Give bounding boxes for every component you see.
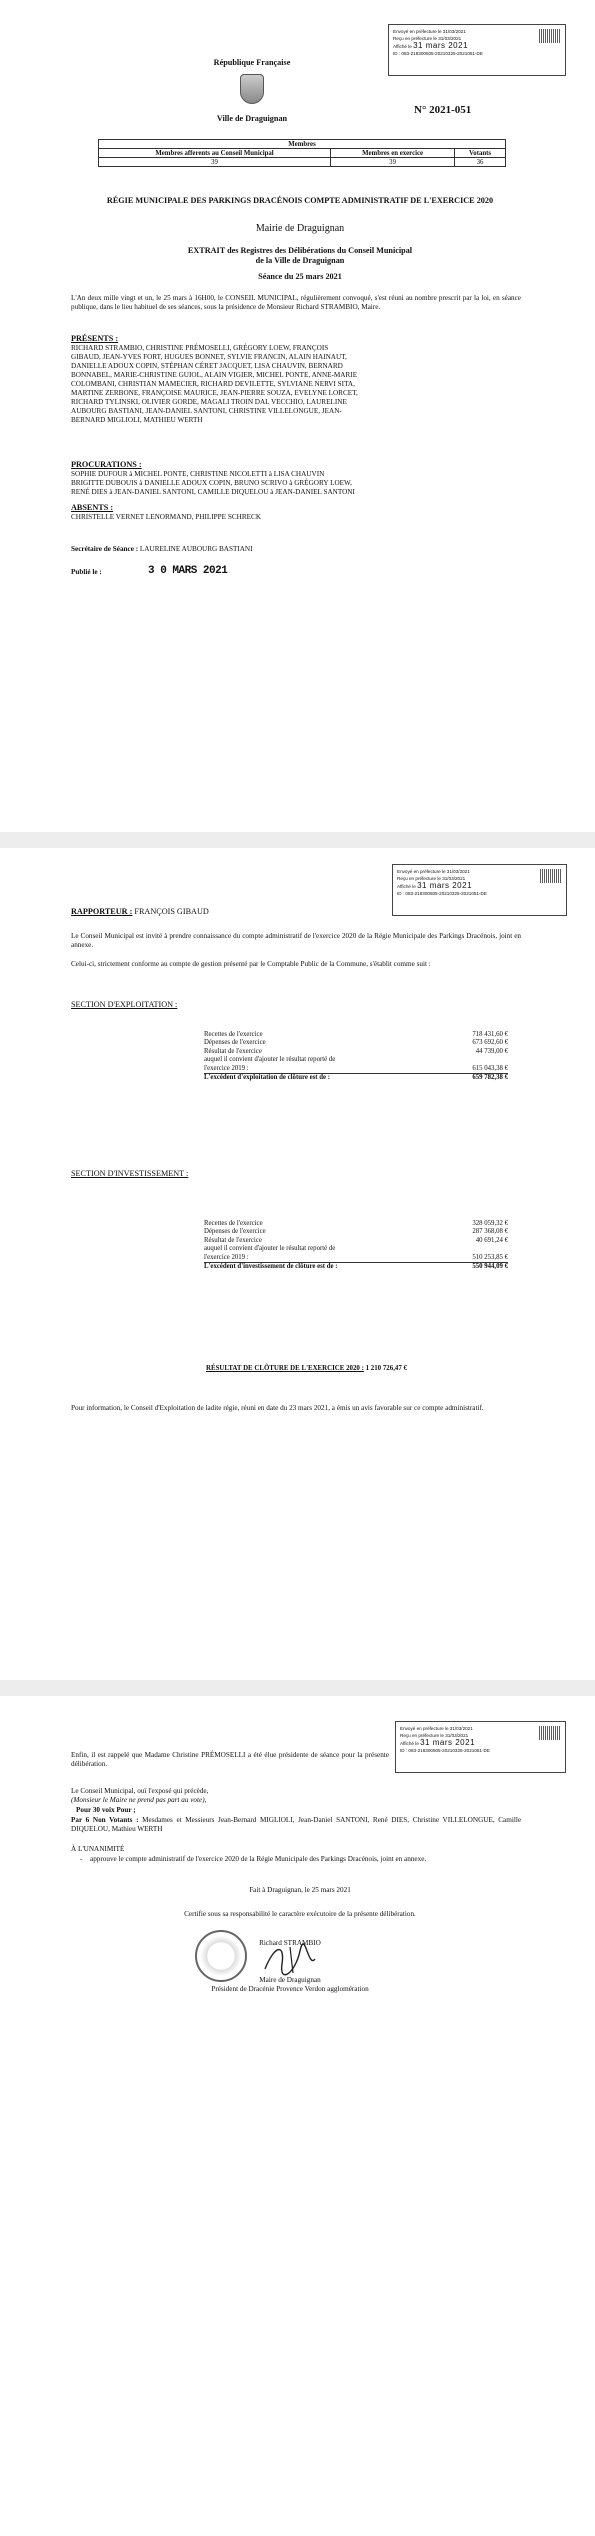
vote-non-votants: [71, 1816, 521, 1834]
table-row: [204, 1245, 508, 1253]
conformity-paragraph: Celui-ci, strictement conforme au compte de gestion présenté par le Comptable Public de la Commune, s'établit comme suit :: [71, 960, 431, 968]
presents-list: [71, 344, 521, 425]
extrait-line: de la Ville de Draguignan: [255, 256, 345, 265]
stamp-label: Affiché le: [397, 884, 416, 889]
stamp-label: Affiché le: [400, 1741, 419, 1746]
total-value: 659 782,38 €: [472, 1074, 508, 1082]
row-value: 287 368,08 €: [472, 1228, 508, 1236]
section-exploitation-title: SECTION D'EXPLOITATION :: [71, 1000, 178, 1009]
table-row: [204, 1048, 508, 1056]
row-value: 44 739,00 €: [475, 1047, 508, 1055]
stamp-line: Envoyé en préfecture le 31/03/2021: [393, 29, 466, 34]
investissement-table: [204, 1220, 508, 1271]
maire-note: (Monsieur le Maire ne prend pas part au vote),: [71, 1796, 207, 1804]
ville-label: Ville de Draguignan: [216, 114, 288, 123]
rapporteur-line: [71, 907, 209, 918]
stamp-line: Envoyé en préfecture le 31/03/2021: [397, 869, 470, 874]
row-value: 673 692,60 €: [472, 1039, 508, 1047]
signatory-name: Richard STRAMBIO: [259, 1939, 321, 1947]
absents-list: CHRISTELLE VERNET LENORMAND, PHILIPPE SCHRECK: [71, 513, 262, 521]
table-row: [204, 1228, 508, 1236]
presents-line: COLOMBANI, CHRISTIAN MAMECIER, RICHARD DEVILETTE, SYLVIANE NERVI SITA,: [71, 380, 355, 388]
intro-paragraph: L'An deux mille vingt et un, le 25 mars à 16H00, le CONSEIL MUNICIPAL, régulièrement convoqué, s'est réuni au nombre prescrit par la loi, en séance publique, dans le lieu habituel de ses séances, sous la présidence de Monsieur Richard STRAMBIO, Maire.: [71, 294, 521, 311]
procuration-line: SOPHIE DUFOUR à MICHEL PONTE, CHRISTINE NICOLETTI à LISA CHAUVIN: [71, 470, 325, 478]
presents-line: RICHARD STRAMBIO, CHRISTINE PRÉMOSELLI, GRÉGORY LOEW, FRANÇOIS: [71, 344, 329, 352]
total-value: 550 944,09 €: [472, 1263, 508, 1271]
members-value: 39: [99, 158, 331, 167]
stamp-date: 31 mars 2021: [420, 1739, 476, 1747]
stamp-line: Reçu en préfecture le 31/03/2021: [397, 876, 466, 881]
secretaire-name: LAURELINE AUBOURG BASTIANI: [139, 545, 253, 553]
stamp-line: Reçu en préfecture le 31/03/2021: [393, 36, 462, 41]
considerant-line: Le Conseil Municipal, ouï l'exposé qui précède,: [71, 1787, 209, 1795]
vote-pour: Pour 30 voix Pour ;: [76, 1806, 136, 1814]
row-label: Dépenses de l'exercice: [204, 1039, 266, 1047]
total-row: [204, 1073, 508, 1082]
non-votants-list: Mesdames et Messieurs Jean-Bernard MIGLIOLI, Jean-Daniel SANTONI, René DIES, Christine VILLELONGUE, Camille DIQUELOU, Mathieu WERTH: [71, 1816, 522, 1833]
row-value: 510 253,85 €: [472, 1253, 508, 1261]
members-header: Membres en exercice: [331, 149, 455, 158]
presents-line: BERNARD MIGLIOLI, MATHIEU WERTH: [71, 416, 203, 424]
members-header: Membres afferents au Conseil Municipal: [99, 149, 331, 158]
stamp-date: 31 mars 2021: [413, 42, 469, 50]
unanimite-label: À L'UNANIMITÉ: [71, 1845, 125, 1853]
presents-line: BONNABEL, MARIE-CHRISTINE GUIOL, ALAIN VIGIER, MICHEL PONTE, ANNE-MARIE: [71, 371, 358, 379]
presents-line: MARTINE ZERBONE, FRANÇOISE MAURICE, JEAN-PIERRE SOUZA, EVELYNE LORCET,: [71, 389, 358, 397]
row-value: 718 431,60 €: [472, 1031, 508, 1038]
barcode-icon: [539, 1726, 561, 1740]
row-label: Dépenses de l'exercice: [204, 1228, 266, 1236]
approve-paragraph: approuve le compte administratif de l'exercice 2020 de la Régie Municipale des Parkings Dracénois, joint en annexe.: [90, 1855, 427, 1863]
resultat-value: 1 210 726,47 €: [365, 1365, 407, 1372]
row-label: auquel il convient d'ajouter le résultat reporté de: [204, 1245, 336, 1253]
row-value: 40 691,24 €: [475, 1236, 508, 1244]
table-row: [204, 1056, 508, 1064]
barcode-icon: [539, 29, 561, 43]
signatory-role: Président de Dracénie Provence Verdon agglomération: [211, 1985, 369, 1993]
stamp-id: ID : 083-218300505-20210325-2021051-DE: [397, 891, 487, 896]
city-emblem-icon: [240, 74, 264, 104]
presents-line: RICHARD TYLINSKI, OLIVIER GORDE, MAGALI TROIN DAL VECCHIO, LAURELINE: [71, 398, 347, 406]
deliberation-number: N° 2021-051: [414, 104, 472, 116]
resultat-label: RÉSULTAT DE CLÔTURE DE L'EXERCICE 2020 :: [206, 1365, 364, 1372]
presents-line: DANIELLE ADOUX COPIN, STÉPHAN CÉRET JACQUET, LISA CHAUVIN, BERNARD: [71, 362, 343, 370]
row-label: auquel il convient d'ajouter le résultat reporté de: [204, 1056, 336, 1064]
total-row: [204, 1262, 508, 1271]
row-label: l'exercice 2019 :: [204, 1253, 249, 1261]
page-2: [0, 848, 595, 1680]
section-investissement-title: SECTION D'INVESTISSEMENT :: [71, 1169, 189, 1178]
stamp-line: Envoyé en préfecture le 31/03/2021: [400, 1726, 473, 1731]
total-label: L'excédent d'investissement de clôture est de :: [204, 1263, 338, 1271]
seance-date: Séance du 25 mars 2021: [258, 272, 342, 281]
publie-date-stamp: 3 0 MARS 2021: [148, 565, 228, 577]
bullet-dash-icon: -: [80, 1855, 83, 1863]
presents-line: GIBAUD, JEAN-YVES FORT, HUGUES BONNET, SYLVIE FRANCIN, ALAIN HAINAUT,: [71, 353, 347, 361]
prefecture-stamp: [392, 864, 567, 916]
row-label: Recettes de l'exercice: [204, 1031, 263, 1038]
document-title: RÉGIE MUNICIPALE DES PARKINGS DRACÉNOIS COMPTE ADMINISTRATIF DE L'EXERCICE 2020: [106, 196, 494, 205]
presents-label: PRÉSENTS :: [71, 334, 119, 343]
page-3: [0, 1696, 595, 2536]
procurations-list: [71, 470, 521, 497]
procurations-label: PROCURATIONS :: [71, 460, 142, 469]
rapporteur-label: RAPPORTEUR :: [71, 907, 133, 916]
table-row: [204, 1065, 508, 1073]
prefecture-stamp: [395, 1721, 566, 1773]
stamp-id: ID : 083-218300505-20210325-2021051-DE: [400, 1748, 490, 1753]
members-title: Membres: [99, 140, 506, 149]
stamp-label: Affiché le: [393, 44, 412, 49]
procuration-line: RENÉ DIES à JEAN-DANIEL SANTONI, CAMILLE DIQUELOU à JEAN-DANIEL SANTONI: [71, 488, 355, 496]
members-header: Votants: [455, 149, 506, 158]
prefecture-stamp: [388, 24, 566, 76]
republique-label: République Française: [213, 58, 291, 67]
row-value: 615 043,38 €: [472, 1064, 508, 1072]
mairie-label: Mairie de Draguignan: [255, 223, 345, 234]
row-value: 328 059,32 €: [472, 1220, 508, 1227]
mairie-seal-icon: [195, 1930, 247, 1982]
row-label: Résultat de l'exercice: [204, 1047, 262, 1055]
total-label: L'excédent d'exploitation de clôture est de :: [204, 1074, 330, 1082]
members-value: 39: [331, 158, 455, 167]
barcode-icon: [540, 869, 562, 883]
procuration-line: BRIGITTE DUBOUIS à DANIELLE ADOUX COPIN, BRUNO SCRIVO à GRÉGORY LOEW,: [71, 479, 352, 487]
information-paragraph: Pour information, le Conseil d'Exploitation de ladite régie, réuni en date du 23 mars 2021, a émis un avis favorable sur ce compte administratif.: [71, 1404, 484, 1412]
intro-paragraph: Le Conseil Municipal est invité à prendre connaissance du compte administratif de l'exercice 2020 de la Régie Municipale des Parkings Dracénois, joint en annexe.: [71, 932, 521, 949]
members-table: [98, 139, 506, 167]
row-label: Résultat de l'exercice: [204, 1236, 262, 1244]
rapporteur-name: FRANÇOIS GIBAUD: [134, 907, 209, 916]
members-value: 36: [455, 158, 506, 167]
extrait-line: EXTRAIT des Registres des Délibérations du Conseil Municipal: [187, 246, 413, 255]
secretaire-label: Secrétaire de Séance :: [71, 545, 139, 553]
stamp-date: 31 mars 2021: [417, 882, 473, 890]
signatory-role: Maire de Draguignan: [259, 1976, 321, 1984]
row-label: l'exercice 2019 :: [204, 1064, 249, 1072]
fait-a-draguignan: Fait à Draguignan, le 25 mars 2021: [249, 1886, 351, 1894]
page-1: [0, 0, 595, 832]
exploitation-table: [204, 1031, 508, 1082]
table-row: [204, 1220, 508, 1228]
table-row: [204, 1237, 508, 1245]
resultat-cloture: [206, 1364, 576, 1373]
stamp-line: Reçu en préfecture le 31/03/2021: [400, 1733, 469, 1738]
certification-line: Certifie sous sa responsabilité le caractère exécutoire de la présente délibération.: [184, 1910, 416, 1918]
absents-label: ABSENTS :: [71, 503, 114, 512]
publie-label: Publié le :: [71, 568, 102, 576]
secretaire-line: [71, 545, 253, 554]
table-row: [204, 1039, 508, 1047]
table-row: [204, 1031, 508, 1039]
table-row: [204, 1254, 508, 1262]
non-votants-label: Par 6 Non Votants :: [71, 1816, 139, 1824]
row-label: Recettes de l'exercice: [204, 1220, 263, 1227]
presents-line: AUBOURG BASTIANI, JEAN-DANIEL SANTONI, CHRISTINE VILLELONGUE, JEAN-: [71, 407, 342, 415]
presidente-paragraph: Enfin, il est rappelé que Madame Christine PRÉMOSELLI a été élue présidente de séance pour la présente délibération.: [71, 1751, 389, 1768]
stamp-id: ID : 083-218300505-20210325-2021051-DE: [393, 51, 483, 56]
